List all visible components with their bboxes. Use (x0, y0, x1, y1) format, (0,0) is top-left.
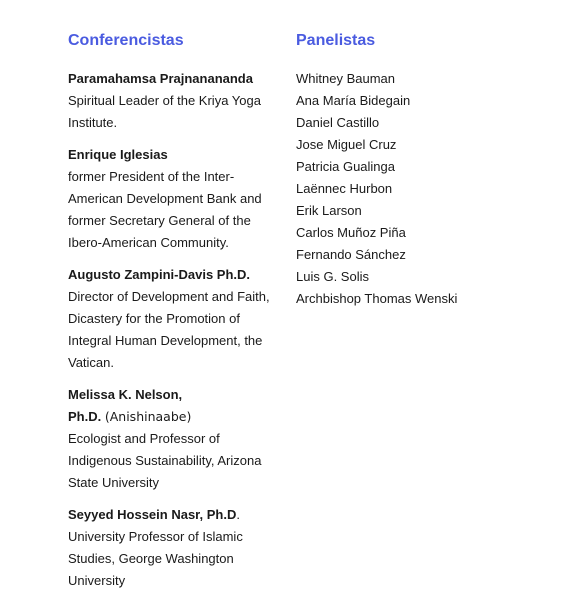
panelist-name: Fernando Sánchez (296, 247, 406, 262)
speaker-entry (68, 68, 283, 134)
speaker-role (68, 166, 283, 254)
speaker-role-line: Integral Human Development, the (68, 333, 263, 348)
speaker-entry (68, 144, 283, 254)
speaker-name (68, 384, 283, 428)
speaker-name (68, 68, 283, 90)
speaker-name-line: Paramahamsa Prajnanananda (68, 71, 253, 86)
speaker-role-line: Dicastery for the Promotion of (68, 311, 240, 326)
speaker-role (68, 526, 283, 592)
speaker-name-line: Augusto Zampini-Davis Ph.D. (68, 267, 251, 282)
speaker-name (68, 504, 283, 526)
speaker-name-line: Melissa K. Nelson, (68, 387, 183, 402)
speaker-role-line: Spiritual Leader of the Kriya Yoga (68, 93, 261, 108)
panelist-name: Erik Larson (296, 203, 362, 218)
speaker-role-line: University Professor of Islamic (68, 529, 243, 544)
speaker-role-line: Ecologist and Professor of (68, 431, 220, 446)
speaker-name-line: Enrique Iglesias (68, 147, 168, 162)
speaker-name (68, 264, 283, 286)
conferencistas-column (68, 30, 283, 602)
panelistas-column (296, 30, 536, 310)
panelist-name: Patricia Gualinga (296, 159, 395, 174)
speaker-role-line: Studies, George Washington (68, 551, 234, 566)
speaker-role-line: former President of the Inter- (68, 169, 235, 184)
speaker-role-line: Indigenous Sustainability, Arizona (68, 453, 262, 468)
speaker-entry (68, 384, 283, 494)
speaker-role-line: State University (68, 475, 160, 490)
speaker-nation: (Anishinaabe) (104, 409, 192, 424)
speaker-role-line: Vatican. (68, 355, 115, 370)
speaker-role (68, 90, 283, 134)
speaker-name (68, 144, 283, 166)
panelistas-heading: Panelistas (296, 32, 376, 49)
speaker-role-line: University (68, 573, 126, 588)
speaker-name-trail: . (236, 507, 240, 522)
panelists-list (296, 68, 536, 310)
speaker-role-line: Director of Development and Faith, (68, 289, 270, 304)
speaker-name-line: Seyyed Hossein Nasr, Ph.D (68, 507, 237, 522)
panelist-name: Archbishop Thomas Wenski (296, 291, 458, 306)
panelist-name: Carlos Muñoz Piña (296, 225, 406, 240)
speaker-role (68, 428, 283, 494)
speaker-role-line: Ibero-American Community. (68, 235, 229, 250)
speaker-role (68, 286, 283, 374)
speakers-list (68, 68, 283, 592)
speaker-role-line: American Development Bank and (68, 191, 262, 206)
panelist-name: Ana María Bidegain (296, 93, 411, 108)
speaker-entry (68, 504, 283, 592)
panelist-name: Jose Miguel Cruz (296, 137, 397, 152)
speaker-role-line: former Secretary General of the (68, 213, 251, 228)
panelist-name: Laënnec Hurbon (296, 181, 393, 196)
panelist-name: Whitney Bauman (296, 71, 395, 86)
panelist-name: Luis G. Solis (296, 269, 369, 284)
speaker-name-line: Ph.D. (68, 409, 102, 424)
speaker-role-line: Institute. (68, 115, 118, 130)
panelist-name: Daniel Castillo (296, 115, 380, 130)
speaker-entry (68, 264, 283, 374)
conferencistas-heading: Conferencistas (68, 32, 184, 49)
